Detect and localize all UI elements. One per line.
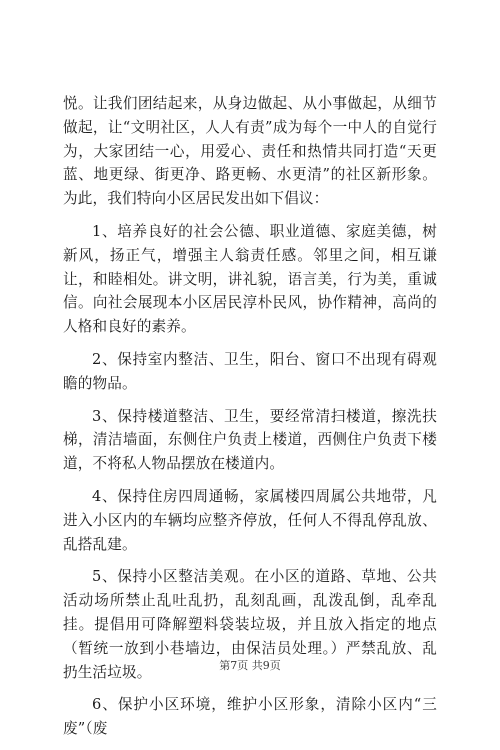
paragraph-item-3: 3、保持楼道整洁、卫生，要经常清扫楼道，擦洗扶梯，清洁墙面，东侧住户负责上楼道，西侧住户负责下楼道，不将私人物品摆放在楼道内。 (63, 407, 437, 473)
document-body (63, 92, 437, 750)
paragraph-item-2: 2、保持室内整洁、卫生，阳台、窗口不出现有碍观瞻的物品。 (63, 350, 437, 392)
page-footer: 第7页 共9页 (219, 659, 281, 672)
paragraph-item-6: 6、保护小区环境，维护小区形象，清除小区内“三废”（废 (63, 696, 437, 738)
paragraph-intro-continued: 悦。让我们团结起来，从身边做起、从小事做起，从细节做起，让“文明社区，人人有责”成为每个一中人的自觉行为，大家团结一心，用爱心、责任和热情共同打造“天更蓝、地更绿、街更净、路更畅、水更清”的社区新形象。为此，我们特向小区居民发出如下倡议： (63, 95, 437, 208)
paragraph-item-1: 1、培养良好的社会公德、职业道德、家庭美德，树新风，扬正气，增强主人翁责任感。邻里之间，相互谦让，和睦相处。讲文明，讲礼貌，语言美，行为美，重诚信。向社会展现本小区居民淳朴民风，协作精神，高尚的人格和良好的素养。 (63, 222, 437, 336)
paragraph-item-4: 4、保持住房四周通畅，家属楼四周属公共地带，凡进入小区内的车辆均应整齐停放，任何人不得乱停乱放、乱搭乱建。 (63, 487, 437, 553)
paragraph-item-5: 5、保持小区整洁美观。在小区的道路、草地、公共活动场所禁止乱吐乱扔，乱刻乱画，乱泼乱倒，乱牵乱挂。提倡用可降解塑料袋装垃圾，并且放入指定的地点（暂统一放到小巷墙边，由保洁员处理。）严禁乱放、乱扔生活垃圾。 (63, 568, 437, 681)
